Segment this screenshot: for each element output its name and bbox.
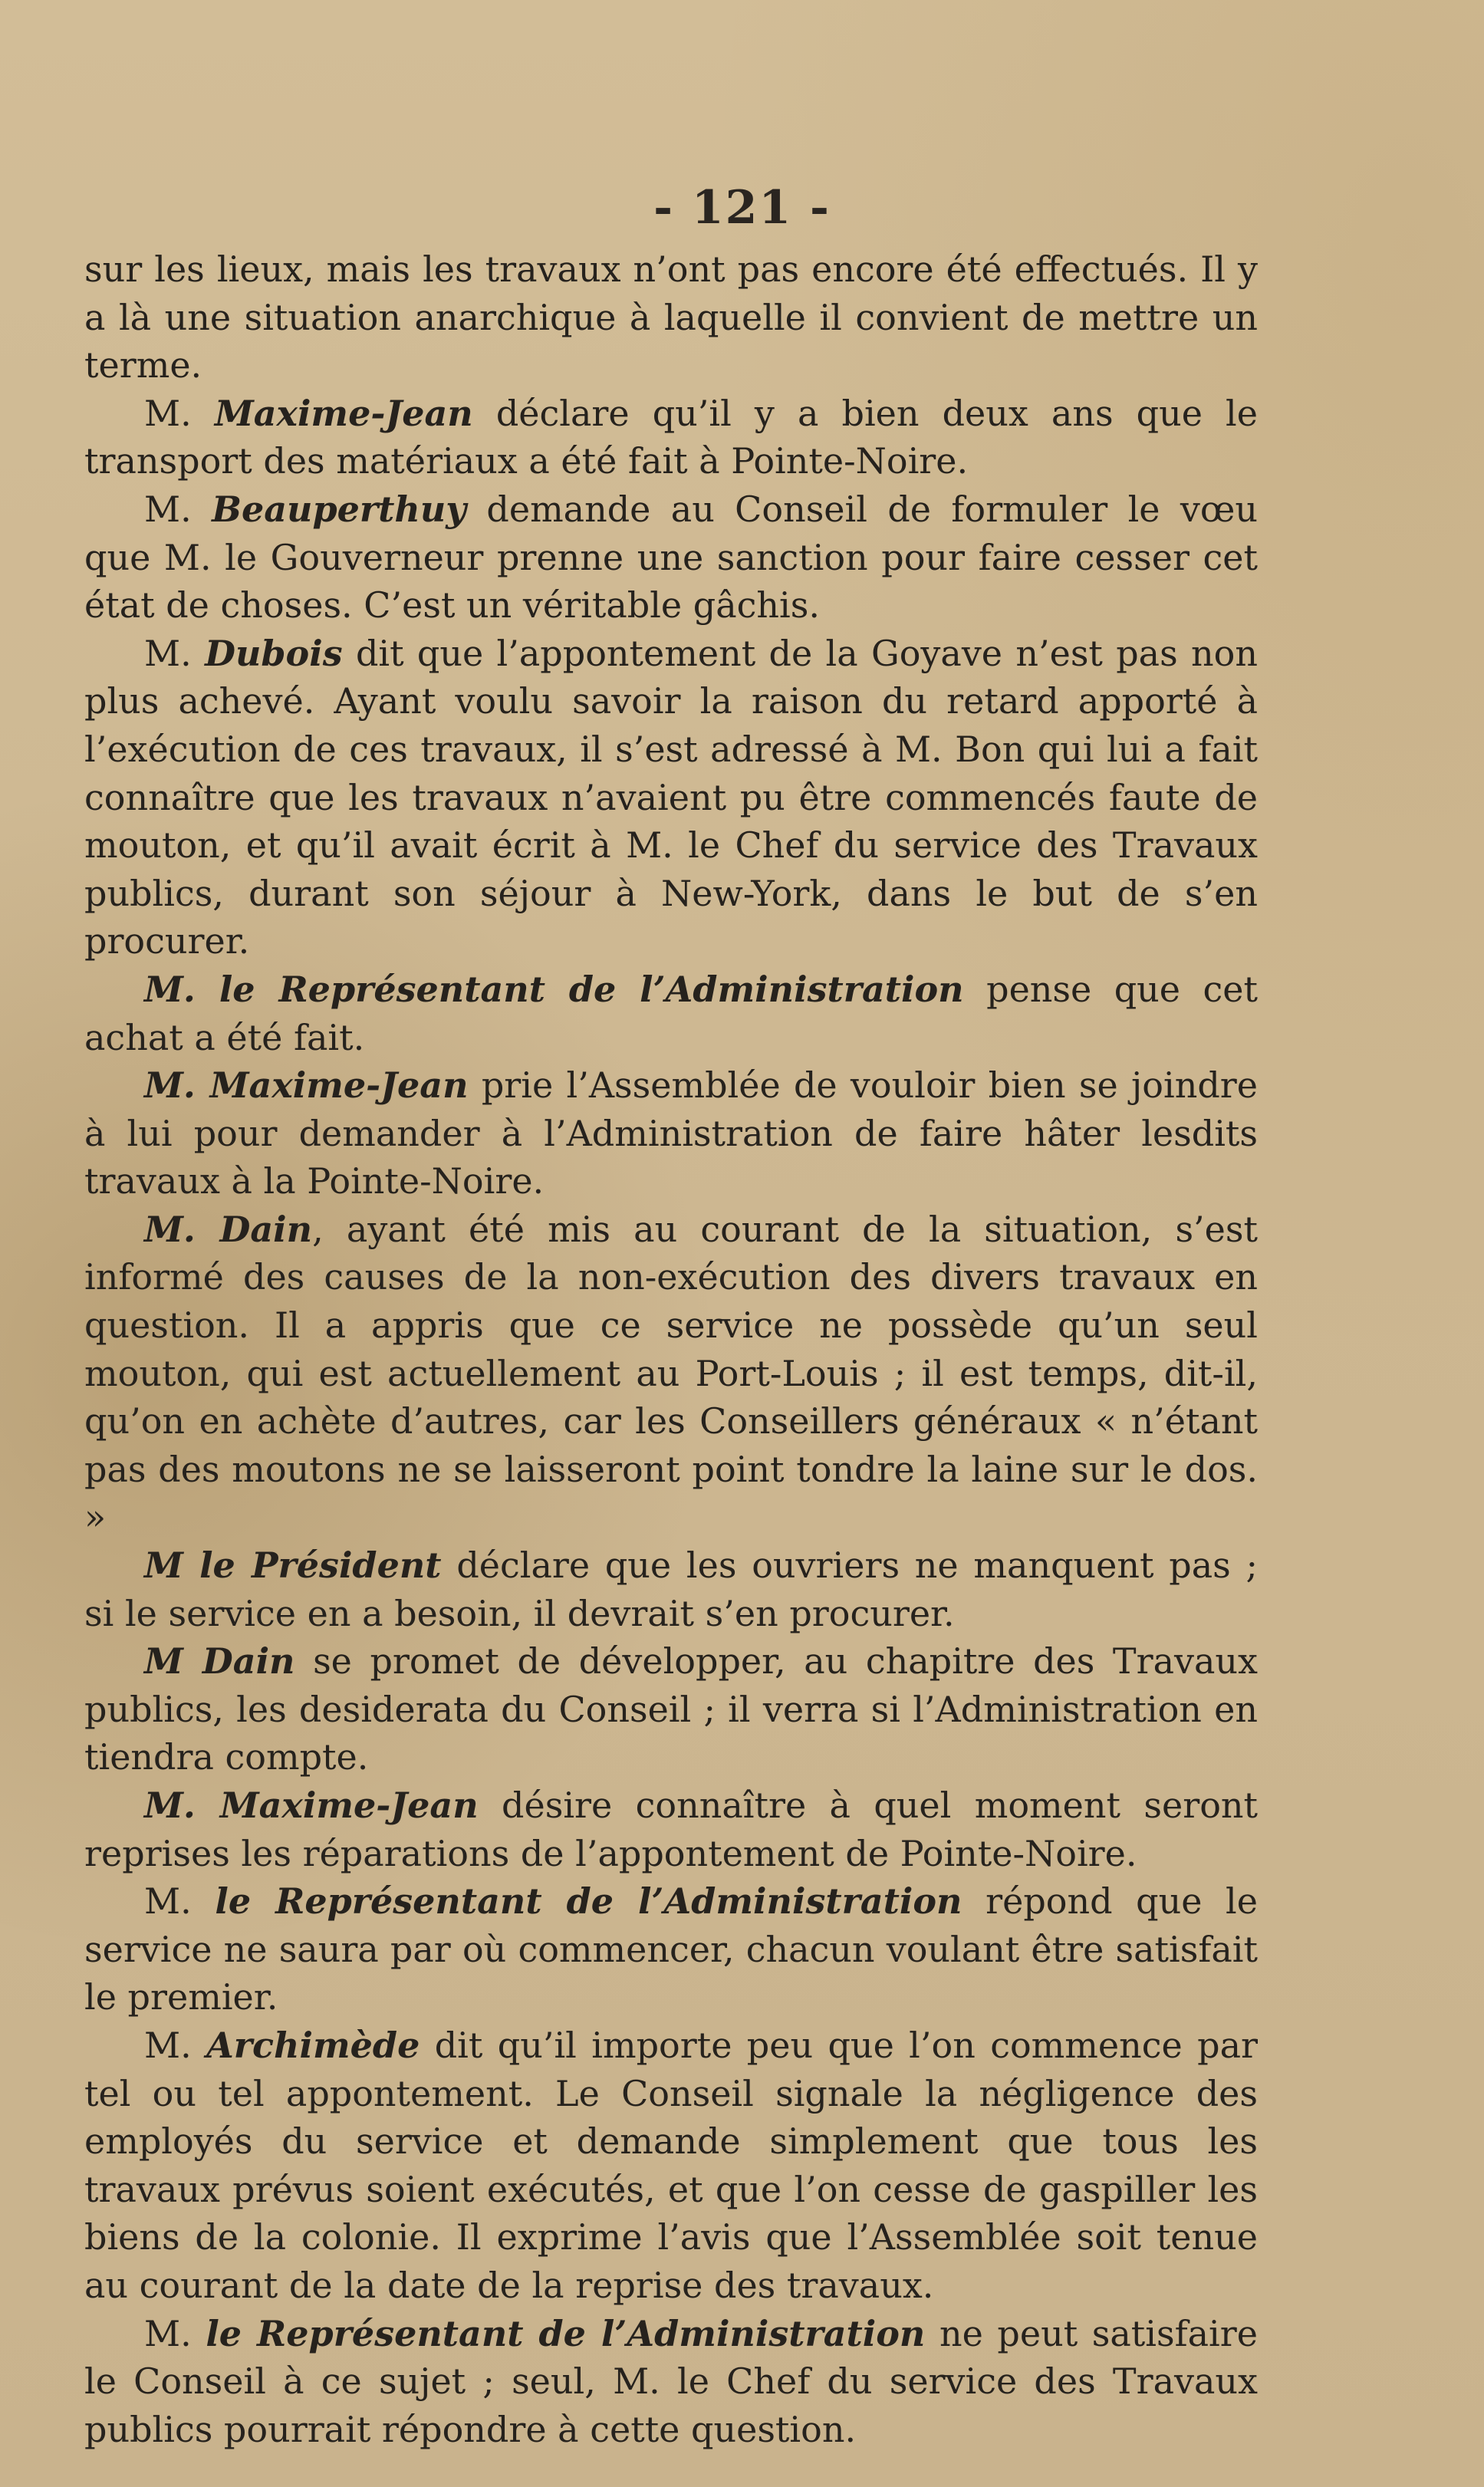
speaker-name: M le Président	[144, 1545, 442, 1587]
paragraph-text: M.	[144, 392, 215, 434]
paragraph-text: demande au Conseil de formuler le vœu que M. le Gouverneur prenne une sanction pour faire cesser cet état de choses. C’est un véritable gâchis.	[84, 488, 1258, 627]
paragraph-text: M.	[144, 488, 212, 530]
paragraph	[84, 1541, 1258, 1637]
paragraph	[84, 2022, 1258, 2310]
paragraph	[84, 1206, 1258, 1541]
paragraph-text: M.	[144, 1880, 216, 1923]
paragraph-text: se promet de développer, au chapitre des Travaux publics, les desiderata du Conseil ; il verra si l’Administration en tiendra compte.	[84, 1640, 1258, 1778]
paragraph-text: M.	[144, 632, 206, 674]
paragraph-text: déclare que les ouvriers ne manquent pas ; si le service en a besoin, il devrait s’en procurer.	[84, 1545, 1258, 1634]
paragraph-text: sur les lieux, mais les travaux n’ont pas encore été effectués. Il y a là une situation anarchique à laquelle il convient de mettre un terme.	[84, 248, 1258, 387]
paragraph-text: ne peut satisfaire le Conseil à ce sujet ; seul, M. le Chef du service des Travaux publics pourrait répondre à cette question.	[84, 2312, 1258, 2450]
paragraph-text: M.	[144, 2024, 207, 2066]
paragraph	[84, 2310, 1258, 2454]
paragraph	[84, 630, 1258, 966]
paragraph-text: dit qu’il importe peu que l’on commence par tel ou tel appontement. Le Conseil signale la négligence des employés du service et demande simplement que tous les travaux prévus soient exécutés, et que l’on cesse de gaspiller les biens de la colonie. Il exprime l’avis que l’Assemblée soit tenue au courant de la date de la reprise des travaux.	[84, 2024, 1258, 2306]
paragraph-text: prie l’Assemblée de vouloir bien se joindre à lui pour demander à l’Administration de faire hâter lesdits travaux à la Pointe-Noire.	[84, 1064, 1258, 1202]
paragraph	[84, 1877, 1258, 2022]
paragraph-text: désire connaître à quel moment seront reprises les réparations de l’appontement de Pointe-Noire.	[84, 1785, 1259, 1874]
speaker-name: Beauperthuy	[212, 488, 467, 530]
paragraph-text: pense que cet achat a été fait.	[84, 968, 1258, 1058]
speaker-name: le Représentant de l’Administration	[206, 2312, 926, 2354]
speaker-name: Maxime-Jean	[214, 392, 473, 434]
paragraph	[84, 1637, 1258, 1781]
speaker-name: M. Maxime-Jean	[144, 1785, 479, 1826]
paragraph	[84, 1781, 1258, 1877]
paragraph-text: déclare qu’il y a bien deux ans que le transport des matériaux a été fait à Pointe-Noire.	[84, 392, 1258, 482]
speaker-name: M. Maxime-Jean	[144, 1064, 469, 1107]
paragraph	[84, 245, 1258, 390]
speaker-name: M Dain	[144, 1640, 295, 1683]
paragraph-text: dit que l’appontement de la Goyave n’est pas non plus achevé. Ayant voulu savoir la raison du retard apporté à l’exécution de ces travaux, il s’est adressé à M. Bon qui lui a fait connaître que les travaux n’avaient pu être commencés faute de mouton, et qu’il avait écrit à M. le Chef du service des Travaux publics, durant son séjour à New-York, dans le but de s’en procurer.	[84, 632, 1258, 962]
paragraph	[84, 966, 1258, 1061]
paragraph	[84, 390, 1258, 485]
body-text	[84, 245, 1258, 2453]
speaker-name: Archimède	[206, 2024, 420, 2066]
paragraph	[84, 1061, 1258, 1206]
paragraph-text: M.	[144, 2312, 206, 2354]
paragraph-text: , ayant été mis au courant de la situation, s’est informé des causes de la non-exécution des divers travaux en question. Il a appris que ce service ne possède qu’un seul mouton, qui est actuellement au Port-Louis ; il est temps, dit-il, qu’on en achète d’autres, car les Conseillers généraux « n’étant pas des moutons ne se laisseront point tondre la laine sur le dos. »	[84, 1208, 1258, 1538]
speaker-name: Dubois	[205, 632, 343, 674]
paragraph-text: répond que le service ne saura par où commencer, chacun voulant être satisfait le premier.	[84, 1880, 1258, 2018]
speaker-name: M. le Représentant de l’Administration	[144, 968, 964, 1010]
speaker-name: le Représentant de l’Administration	[215, 1880, 962, 1923]
page-number: - 121 -	[653, 181, 831, 235]
paragraph	[84, 485, 1258, 630]
speaker-name: M. Dain	[144, 1208, 313, 1250]
